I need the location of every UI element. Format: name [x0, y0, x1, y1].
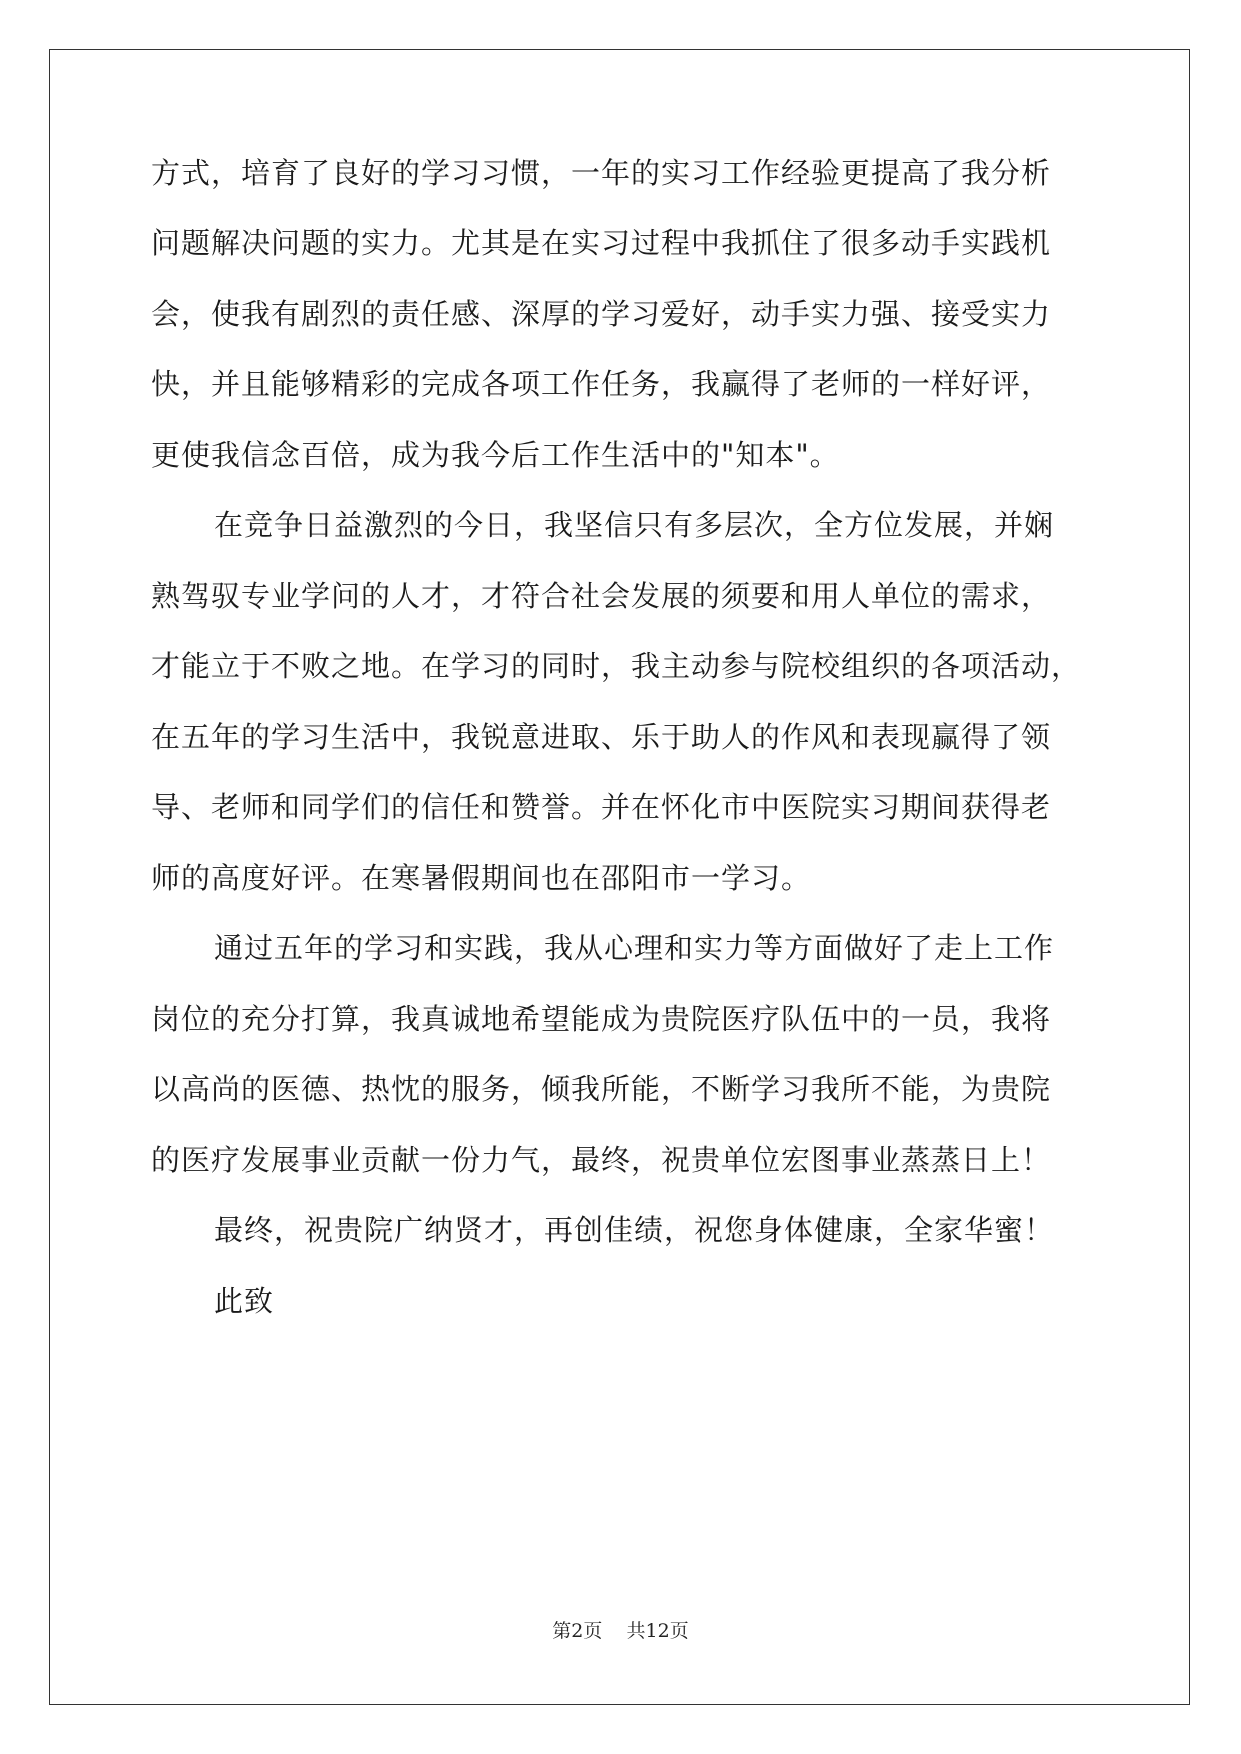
text-line: 以高尚的医德、热忱的服务，倾我所能，不断学习我所不能，为贵院 [151, 1072, 1052, 1106]
text-line: 的医疗发展事业贡献一份力气，最终，祝贵单位宏图事业蒸蒸日上！ [151, 1143, 1052, 1177]
text-line: 会，使我有剧烈的责任感、深厚的学习爱好，动手实力强、接受实力 [151, 297, 1052, 331]
text-line: 在竞争日益激烈的今日，我坚信只有多层次，全方位发展，并娴 [214, 508, 1055, 542]
text-line: 问题解决问题的实力。尤其是在实习过程中我抓住了很多动手实践机 [151, 226, 1052, 260]
text-line: 导、老师和同学们的信任和赞誉。并在怀化市中医院实习期间获得老 [151, 790, 1052, 824]
page-number: 第2页 [552, 1620, 603, 1642]
text-line: 方式，培育了良好的学习习惯，一年的实习工作经验更提高了我分析 [151, 156, 1052, 190]
text-line: 最终，祝贵院广纳贤才，再创佳绩，祝您身体健康，全家华蜜！ [214, 1213, 1055, 1247]
text-line: 熟驾驭专业学问的人才，才符合社会发展的须要和用人单位的需求， [151, 579, 1052, 613]
page-footer [0, 1619, 1241, 1643]
page-total: 共12页 [626, 1620, 689, 1642]
text-line: 此致 [214, 1284, 275, 1318]
text-line: 岗位的充分打算，我真诚地希望能成为贵院医疗队伍中的一员，我将 [151, 1002, 1052, 1036]
text-line: 通过五年的学习和实践，我从心理和实力等方面做好了走上工作 [214, 931, 1055, 965]
text-line: 才能立于不败之地。在学习的同时，我主动参与院校组织的各项活动， [151, 649, 1082, 683]
text-line: 快，并且能够精彩的完成各项工作任务，我赢得了老师的一样好评， [151, 367, 1052, 401]
text-line: 在五年的学习生活中，我锐意进取、乐于助人的作风和表现赢得了领 [151, 720, 1052, 754]
text-line: 更使我信念百倍，成为我今后工作生活中的"知本"。 [151, 438, 840, 472]
text-line: 师的高度好评。在寒暑假期间也在邵阳市一学习。 [151, 861, 812, 895]
